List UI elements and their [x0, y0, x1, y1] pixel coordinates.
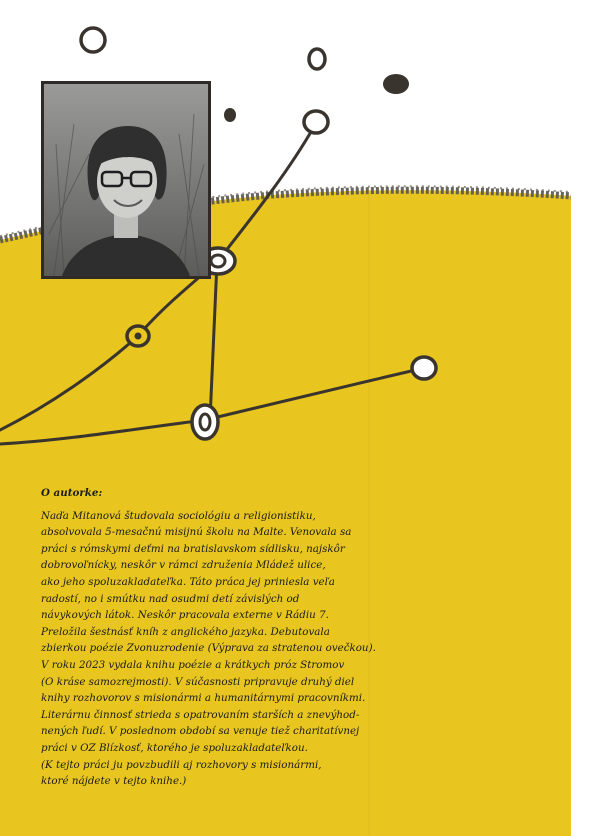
author-photo	[41, 81, 211, 279]
bio-line: V roku 2023 vydala knihu poézie a krátkych próz Stromov	[41, 658, 345, 671]
node-upper	[304, 111, 328, 133]
bio-line: nených ľudí. V poslednom období sa venuje tiež charitatívnej	[41, 725, 360, 738]
node-bottom	[192, 405, 218, 439]
node-top	[309, 49, 325, 69]
bio-line: návykových látok. Neskôr pracovala externe v Rádiu 7.	[41, 609, 329, 622]
bio-paragraph	[41, 508, 376, 790]
bio-line: (O kráse samozrejmosti). V súčasnosti pripravuje druhý diel	[41, 675, 355, 688]
bio-line: Naďa Mitanová študovala sociológiu a religionistiku,	[41, 509, 316, 522]
bio-line: ako jeho spoluzakladateľka. Táto práca jej priniesla veľa	[41, 575, 335, 588]
bio-line: Preložila šestnásť kníh z anglického jazyka. Debutovala	[41, 625, 330, 638]
bio-line: ktoré nájdete v tejto knihe.)	[41, 775, 187, 788]
bio-line: zbierkou poézie Zvonuzrodenie (Výprava za stratenou ovečkou).	[41, 642, 376, 655]
bio-line: knihy rozhovorov s misionármi a humanitárnymi pracovníkmi.	[41, 692, 366, 705]
author-bio	[41, 485, 376, 790]
bio-line: Literárnu činnosť strieda s opatrovaním starších a znevýhod-	[41, 708, 360, 721]
bio-line: práci v OZ Blízkosť, ktorého je spoluzakladateľkou.	[41, 741, 308, 754]
bio-line: práci s rómskymi deťmi na bratislavskom sídlisku, najskôr	[41, 542, 345, 555]
node-right	[412, 357, 436, 379]
bio-heading: O autorke:	[41, 487, 103, 499]
node-top-left	[81, 28, 105, 52]
bio-line: absolvovala 5-mesačnú misijnú školu na Malte. Venovala sa	[41, 526, 352, 539]
bio-line: radostí, no i smútku nad osudmi detí závislých od	[41, 592, 300, 605]
blob-small	[224, 108, 236, 122]
right-margin	[571, 0, 600, 836]
bio-line: dobrovoľnícky, neskôr v rámci združenia Mládež ulice,	[41, 559, 326, 572]
blob-right	[383, 74, 409, 94]
bio-line: (K tejto práci ju povzbudili aj rozhovory s misionármi,	[41, 758, 322, 771]
